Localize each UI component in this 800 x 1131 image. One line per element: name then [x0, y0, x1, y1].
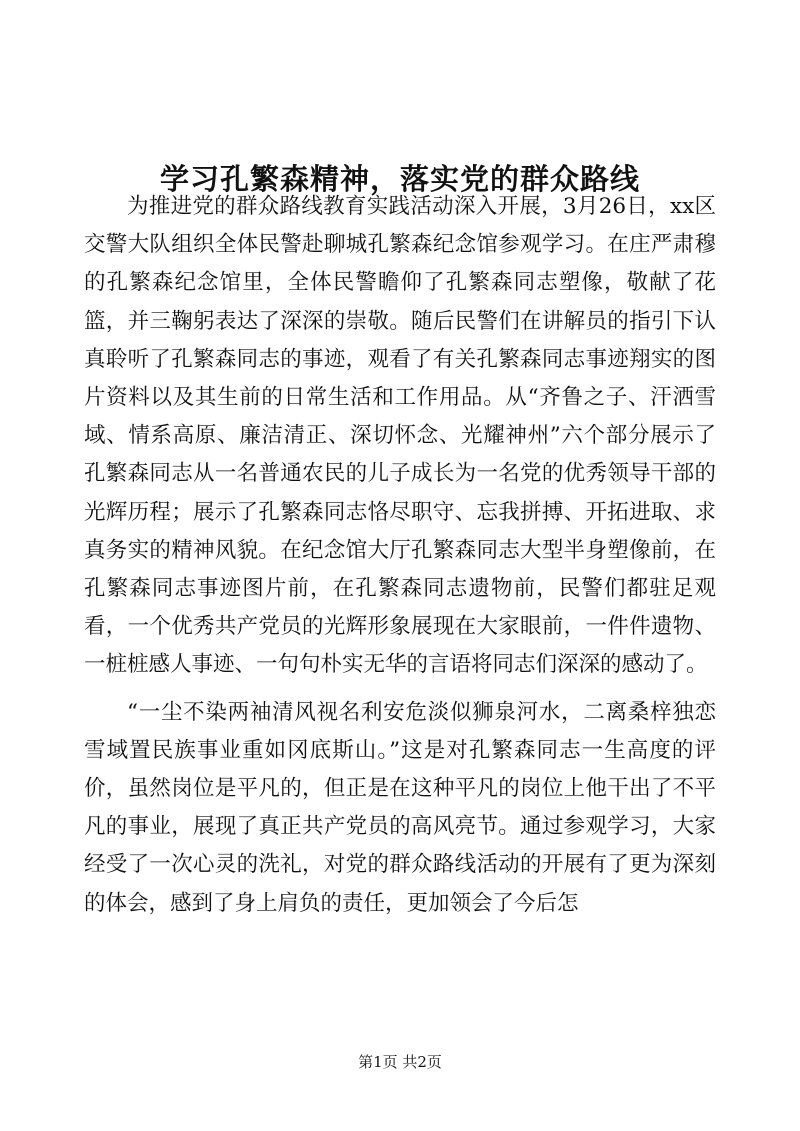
document-title: 学习孔繁森精神，落实党的群众路线	[159, 162, 640, 197]
page-number-footer: 第1页 共2页	[358, 1053, 442, 1071]
paragraph-1: 为推进党的群众路线教育实践活动深入开展，3月26日，xx区交警大队组织全体民警赴聊城孔繁森纪念馆参观学习。在庄严肃穆的孔繁森纪念馆里，全体民警瞻仰了孔繁森同志塑像，敬献了花篮，并三鞠躬表达了深深的崇敬。随后民警们在讲解员的指引下认真聆听了孔繁森同志的事迹，观看了有关孔繁森同志事迹翔实的图片资料以及其生前的日常生活和工作用品。从“齐鲁之子、汗洒雪域、情系高原、廉洁清正、深切怀念、光耀神州”六个部分展示了孔繁森同志从一名普通农民的儿子成长为一名党的优秀领导干部的光辉历程；展示了孔繁森同志恪尽职守、忘我拼搏、开拓进取、求真务实的精神风貌。在纪念馆大厅孔繁森同志大型半身塑像前，在孔繁森同志事迹图片前，在孔繁森同志遗物前，民警们都驻足观看，一个优秀共产党员的光辉形象展现在大家眼前，一件件遗物、一桩桩感人事迹、一句句朴实无华的言语将同志们深深的感动了。	[84, 194, 716, 678]
document-body	[84, 188, 716, 923]
paragraph-2: “一尘不染两袖清风视名利安危淡似狮泉河水，二离桑梓独恋雪域置民族事业重如冈底斯山。”这是对孔繁森同志一生高度的评价，虽然岗位是平凡的，但正是在这种平凡的岗位上他干出了不平凡的事业，展现了真正共产党员的高风亮节。通过参观学习，大家经受了一次心灵的洗礼，对党的群众路线活动的开展有了更为深刻的体会，感到了身上肩负的责任，更加领会了今后怎	[84, 699, 716, 916]
